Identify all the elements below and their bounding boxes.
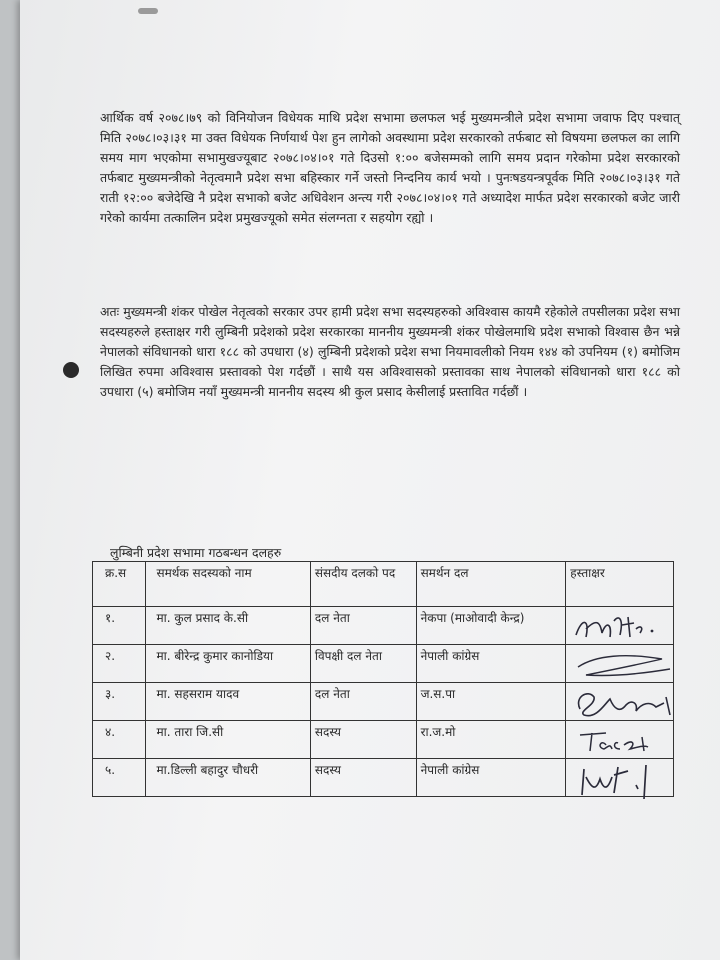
handwritten-signature: [566, 721, 678, 761]
row-supporting-party: नेकपा (माओवादी केन्द्र): [416, 607, 566, 645]
row-party-post: विपक्षी दल नेता: [310, 645, 416, 683]
row-signature: [566, 607, 674, 645]
row-member-name: मा. कुल प्रसाद के.सी: [146, 607, 310, 645]
row-serial: २.: [93, 645, 146, 683]
header-signature: हस्ताक्षर: [566, 562, 674, 607]
punch-hole: [63, 362, 79, 378]
table-caption: लुम्बिनी प्रदेश सभामा गठबन्धन दलहरु: [110, 545, 282, 560]
row-party-post: सदस्य: [310, 759, 416, 797]
row-party-post: दल नेता: [310, 683, 416, 721]
row-signature: [566, 645, 674, 683]
row-supporting-party: नेपाली कांग्रेस: [416, 645, 566, 683]
row-member-name: मा. तारा जि.सी: [146, 721, 310, 759]
paragraph-no-confidence-motion: अतः मुख्यमन्त्री शंकर पोखेल नेतृत्वको सरकार उपर हामी प्रदेश सभा सदस्यहरुको अविश्वास कायमै रहेकोले तपसीलका प्रदेश सभा सदस्यहरुले हस्ताक्षर गरी लुम्बिनी प्रदेशको प्रदेश सरकारका माननीय मुख्यमन्त्री शंकर पोखेलमाथि प्रदेश सभाको विश्वास छैन भन्ने नेपालको संविधानको धारा १८८ को उपधारा (४) लुम्बिनी प्रदेशको प्रदेश सभा नियमावलीको नियम १४४ को उपनियम (१) बमोजिम लिखित रुपमा अविश्वास प्रस्तावको पेश गर्दछौं । साथै यस अविश्वासको प्रस्तावका साथ नेपालको संविधानको धारा १८८ को उपधारा (५) बमोजिम नयाँ मुख्यमन्त्री माननीय सदस्य श्री कुल प्रसाद केसीलाई प्रस्तावित गर्दछौं ।: [100, 304, 680, 399]
row-serial: १.: [93, 607, 146, 645]
handwritten-signature: [566, 759, 678, 803]
row-signature: [566, 683, 674, 721]
handwritten-signature: [566, 683, 678, 723]
handwritten-signature: [566, 645, 678, 685]
row-party-post: सदस्य: [310, 721, 416, 759]
row-party-post: दल नेता: [310, 607, 416, 645]
row-signature: [566, 759, 674, 797]
row-serial: ४.: [93, 721, 146, 759]
table-row: [93, 759, 674, 797]
supporters-table: [92, 561, 674, 797]
header-party-post: संसदीय दलको पद: [310, 562, 416, 607]
table-row: [93, 645, 674, 683]
table-header-row: [93, 562, 674, 607]
header-member-name: समर्थक सदस्यको नाम: [146, 562, 310, 607]
table-row: [93, 683, 674, 721]
row-member-name: मा.डिल्ली बहादुर चौधरी: [146, 759, 310, 797]
row-signature: [566, 721, 674, 759]
handwritten-signature: [566, 607, 678, 647]
row-serial: ३.: [93, 683, 146, 721]
row-supporting-party: ज.स.पा: [416, 683, 566, 721]
row-member-name: मा. सहसराम यादव: [146, 683, 310, 721]
staple-mark: [138, 8, 158, 14]
paragraph-budget-background: आर्थिक वर्ष २०७८।७९ को विनियोजन विधेयक माथि प्रदेश सभामा छलफल भई मुख्यमन्त्रीले प्रदेश सभामा जवाफ दिए पश्चात् मिति २०७८।०३।३१ मा उक्त विधेयक निर्णयार्थ पेश हुन लागेको अवस्थामा प्रदेश सरकारको तर्फबाट सो विषयमा छलफल का लागि समय माग भएकोमा सभामुखज्यूबाट २०७८।०४।०१ गते दिउसो १:०० बजेसम्मको लागि समय प्रदान गरेकोमा प्रदेश सरकारको तर्फबाट मुख्यमन्त्रीको नेतृत्वमानै प्रदेश सभा बहिस्कार गर्ने जस्तो निन्दनिय कार्य भयो । पुनःषडयन्त्रपूर्वक मिति २०७८।०३।३१ गते राती १२:०० बजेदेखि नै प्रदेश सभाको बजेट अधिवेशन अन्त्य गरी २०७८।०४।०१ गते अध्यादेश मार्फत प्रदेश सरकारको बजेट जारी गरेको कार्यमा तत्कालिन प्रदेश प्रमुखज्यूको समेत संलग्नता र सहयोग रह्यो ।: [100, 110, 680, 225]
header-supporting-party: समर्थन दल: [416, 562, 566, 607]
table-row: [93, 721, 674, 759]
row-supporting-party: रा.ज.मो: [416, 721, 566, 759]
row-member-name: मा. बीरेन्द्र कुमार कानोडिया: [146, 645, 310, 683]
header-serial: क्र.स: [93, 562, 146, 607]
row-serial: ५.: [93, 759, 146, 797]
table-row: [93, 607, 674, 645]
row-supporting-party: नेपाली कांग्रेस: [416, 759, 566, 797]
